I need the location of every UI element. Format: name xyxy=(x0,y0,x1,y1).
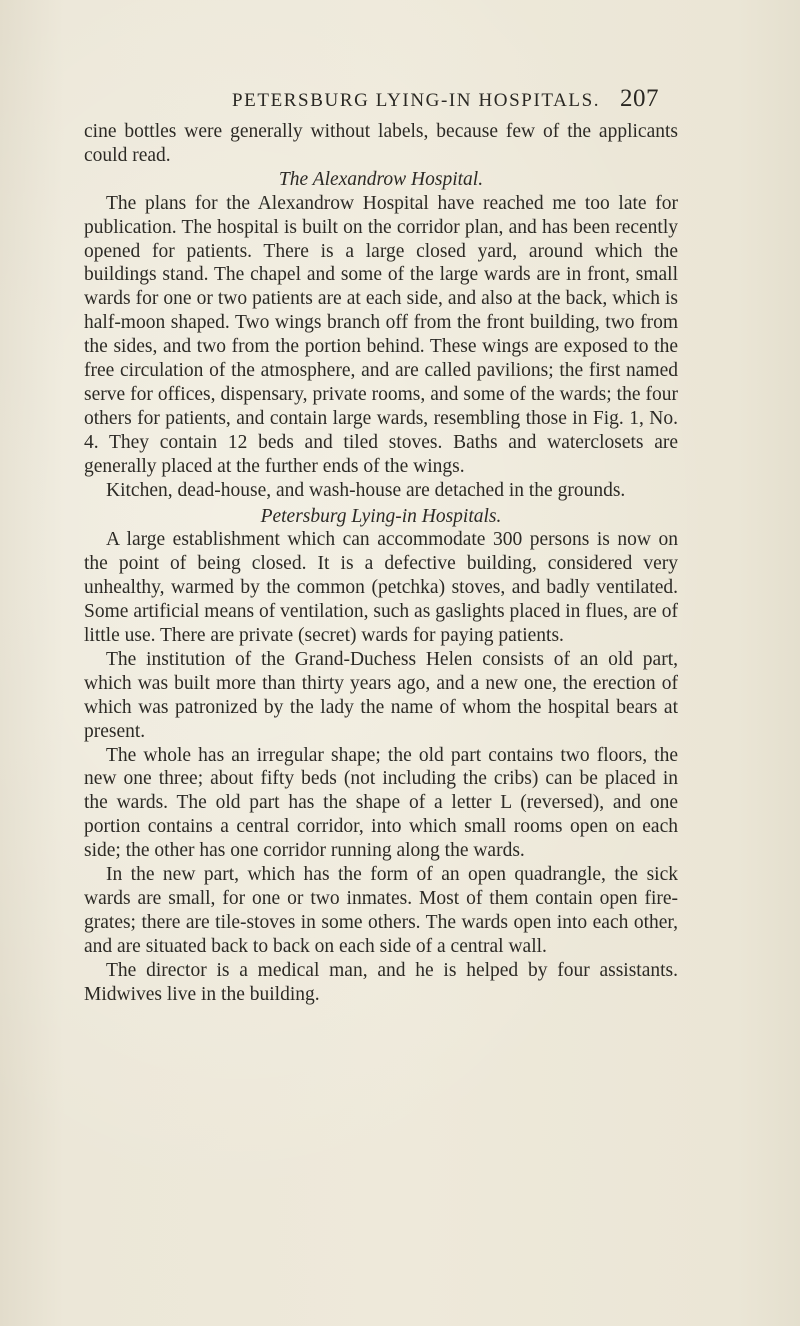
paragraph-alexandrow-kitchen: Kitchen, dead-house, and wash-house are detached in the grounds. xyxy=(106,479,626,501)
paragraph-petersburg-director: The director is a medical man, and he is helped by four assistants. Midwives live in the building. xyxy=(84,959,678,1005)
paragraph-alexandrow-plans: The plans for the Alexandrow Hospital have reached me too late for publication. The hospital is built on the corridor plan, and has been recently opened for patients. There is a large closed yard, around which the buildings stand. The chapel and some of the large wards are in front, small wards for one or two patients are at each side, and also at the back, which is half-moon shaped. Two wings branch off from the front building, two from the sides, and two from the portion behind. These wings are exposed to the free circulation of the atmosphere, and are called pavilions; the first named serve for offices, dispensary, private rooms, and some of the wards; the four others for patients, and contain large wards, resembling those in Fig. 1, No. 4. They contain 12 beds and tiled stoves. Baths and waterclosets are generally placed at the further ends of the wings. xyxy=(84,192,678,477)
page-number: 207 xyxy=(620,85,659,112)
paragraph-petersburg-grand-duchess: The institution of the Grand-Duchess Helen consists of an old part, which was built more than thirty years ago, and a new one, the erection of which was patronized by the lady the name of whom the hospital bears at present. xyxy=(84,648,678,742)
paragraph-petersburg-shape: The whole has an irregular shape; the old part contains two floors, the new one three; about fifty beds (not including the cribs) can be placed in the wards. The old part has the shape of a letter L (reversed), and one portion contains a central corridor, into which small rooms open on each side; the other has one corridor running along the wards. xyxy=(84,744,678,862)
paragraph-continuation: cine bottles were generally without labels, because few of the applicants could read. xyxy=(84,121,678,166)
running-head: PETERSBURG LYING-IN HOSPITALS. xyxy=(232,90,601,111)
paragraph-petersburg-establishment: A large establishment which can accommodate 300 persons is now on the point of being closed. It is a defective building, considered very unhealthy, warmed by the common (petchka) stoves, and badly ventilated. Some artificial means of ventilation, such as gaslights placed in flues, are of little use. There are private (secret) wards for paying patients. xyxy=(84,529,678,647)
section-heading-alexandrow: The Alexandrow Hospital. xyxy=(278,168,484,190)
section-heading-petersburg: Petersburg Lying-in Hospitals. xyxy=(260,505,502,527)
body-text xyxy=(84,120,678,1007)
paragraph-petersburg-new-part: In the new part, which has the form of an open quadrangle, the sick wards are small, for one or two inmates. Most of them contain open fire-grates; there are tile-stoves in some others. The wards open into each other, and are situated back to back on each side of a central wall. xyxy=(84,864,678,957)
page-header xyxy=(0,85,800,118)
